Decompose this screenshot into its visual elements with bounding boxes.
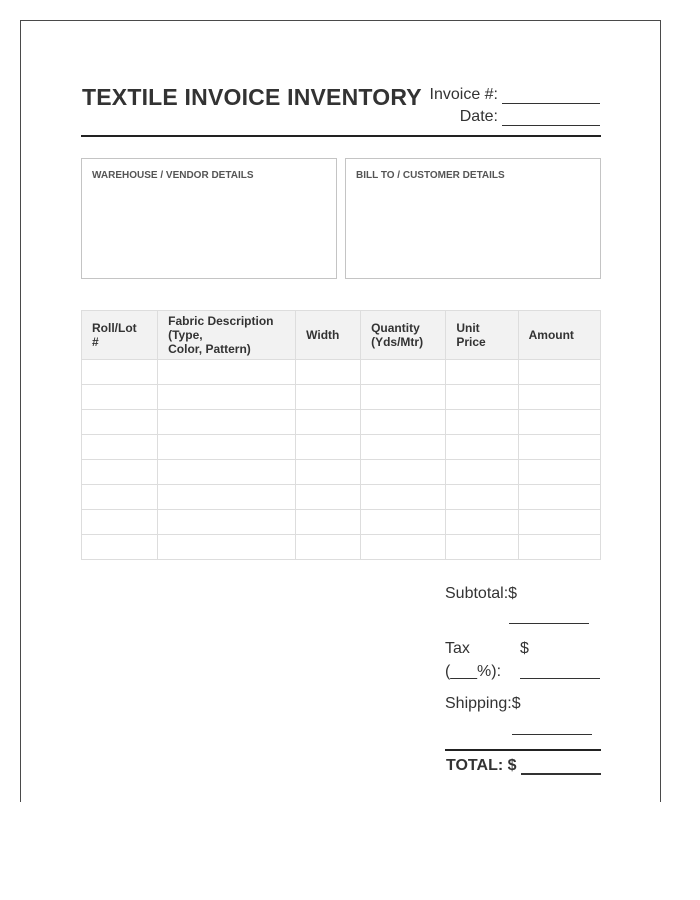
- invoice-date-row: [430, 104, 600, 126]
- cell-fabric-description[interactable]: [158, 385, 296, 410]
- cell-quantity[interactable]: [361, 535, 446, 560]
- header-width: Width: [296, 311, 361, 360]
- table-row: [82, 360, 601, 385]
- cell-fabric-description[interactable]: [158, 485, 296, 510]
- cell-quantity[interactable]: [361, 510, 446, 535]
- tax-field[interactable]: [520, 678, 600, 679]
- customer-details-box[interactable]: [345, 158, 601, 279]
- cell-fabric-description[interactable]: [158, 410, 296, 435]
- cell-width[interactable]: [296, 360, 361, 385]
- cell-width[interactable]: [296, 535, 361, 560]
- invoice-date-field[interactable]: [502, 111, 600, 126]
- subtotal-field[interactable]: [509, 623, 589, 624]
- cell-width[interactable]: [296, 410, 361, 435]
- total-divider: [445, 749, 601, 751]
- invoice-number-row: [430, 82, 600, 104]
- cell-width[interactable]: [296, 435, 361, 460]
- cell-roll-lot[interactable]: [82, 485, 158, 510]
- cell-fabric-description[interactable]: [158, 535, 296, 560]
- cell-unit-price[interactable]: [446, 410, 518, 435]
- invoice-number-label: Invoice #:: [429, 86, 498, 103]
- page-title: TEXTILE INVOICE INVENTORY: [82, 84, 422, 110]
- cell-amount[interactable]: [518, 410, 600, 435]
- cell-fabric-description[interactable]: [158, 460, 296, 485]
- tax-percent-label: (___%):: [445, 663, 502, 680]
- cell-quantity[interactable]: [361, 410, 446, 435]
- cell-quantity[interactable]: [361, 485, 446, 510]
- cell-fabric-description[interactable]: [158, 360, 296, 385]
- header-fabric-description: Fabric Description (Type, Color, Pattern): [158, 311, 296, 360]
- cell-roll-lot[interactable]: [82, 360, 158, 385]
- cell-amount[interactable]: [518, 535, 600, 560]
- cell-roll-lot[interactable]: [82, 435, 158, 460]
- cell-roll-lot[interactable]: [82, 410, 158, 435]
- header-divider: [81, 135, 601, 137]
- shipping-field[interactable]: [512, 734, 592, 735]
- cell-quantity[interactable]: [361, 460, 446, 485]
- table-row: [82, 535, 601, 560]
- cell-roll-lot[interactable]: [82, 385, 158, 410]
- table-row: [82, 460, 601, 485]
- cell-fabric-description[interactable]: [158, 510, 296, 535]
- cell-unit-price[interactable]: [446, 360, 518, 385]
- cell-unit-price[interactable]: [446, 460, 518, 485]
- cell-width[interactable]: [296, 510, 361, 535]
- header-amount: Amount: [518, 311, 600, 360]
- tax-dollar-sign: $: [520, 640, 529, 657]
- invoice-number-field[interactable]: [502, 89, 600, 104]
- table-row: [82, 410, 601, 435]
- table-row: [82, 510, 601, 535]
- cell-width[interactable]: [296, 485, 361, 510]
- invoice-meta: [430, 82, 600, 126]
- cell-unit-price[interactable]: [446, 435, 518, 460]
- cell-quantity[interactable]: [361, 385, 446, 410]
- total-label: TOTAL: $: [446, 757, 517, 774]
- cell-roll-lot[interactable]: [82, 460, 158, 485]
- cell-fabric-description[interactable]: [158, 435, 296, 460]
- tax-label: Tax: [445, 640, 470, 657]
- customer-details-title: BILL TO / CUSTOMER DETAILS: [356, 170, 505, 181]
- shipping-label: Shipping:$: [445, 695, 521, 712]
- cell-width[interactable]: [296, 385, 361, 410]
- invoice-date-label: Date:: [459, 108, 498, 125]
- header-unit-price: Unit Price: [446, 311, 518, 360]
- table-row: [82, 435, 601, 460]
- table-header-row: [82, 311, 601, 360]
- cell-quantity[interactable]: [361, 360, 446, 385]
- cell-unit-price[interactable]: [446, 485, 518, 510]
- header-quantity: Quantity (Yds/Mtr): [361, 311, 446, 360]
- table-row: [82, 385, 601, 410]
- cell-amount[interactable]: [518, 460, 600, 485]
- cell-amount[interactable]: [518, 485, 600, 510]
- vendor-details-title: WAREHOUSE / VENDOR DETAILS: [92, 170, 254, 181]
- cell-unit-price[interactable]: [446, 510, 518, 535]
- cell-amount[interactable]: [518, 385, 600, 410]
- table-row: [82, 485, 601, 510]
- cell-amount[interactable]: [518, 435, 600, 460]
- cell-width[interactable]: [296, 460, 361, 485]
- cell-roll-lot[interactable]: [82, 510, 158, 535]
- cell-amount[interactable]: [518, 510, 600, 535]
- cell-unit-price[interactable]: [446, 385, 518, 410]
- line-items-table: [81, 310, 601, 560]
- total-field[interactable]: [521, 773, 601, 775]
- cell-amount[interactable]: [518, 360, 600, 385]
- header-roll-lot: Roll/Lot #: [82, 311, 158, 360]
- cell-quantity[interactable]: [361, 435, 446, 460]
- vendor-details-box[interactable]: [81, 158, 337, 279]
- cell-roll-lot[interactable]: [82, 535, 158, 560]
- table-body: [82, 360, 601, 560]
- subtotal-label: Subtotal:$: [445, 585, 518, 602]
- cell-unit-price[interactable]: [446, 535, 518, 560]
